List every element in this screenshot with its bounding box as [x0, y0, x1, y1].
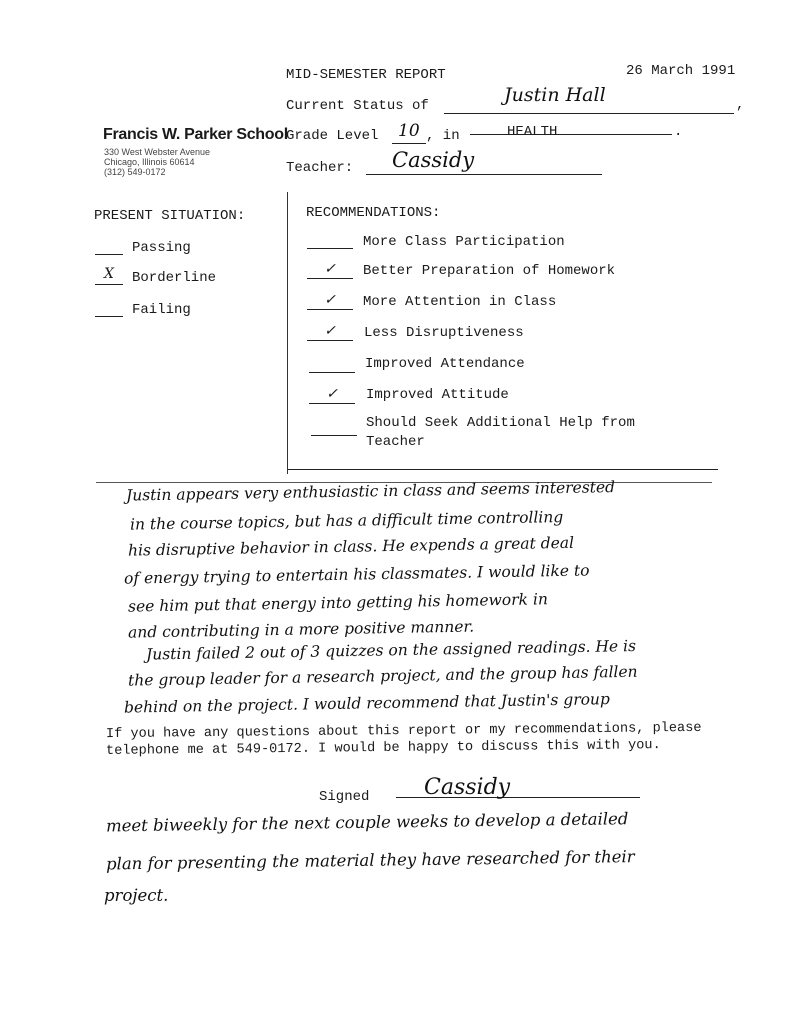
rec-attendance-blank: [309, 358, 355, 373]
comment-line: Justin failed 2 out of 3 quizzes on the assigned readings. He is: [145, 637, 637, 664]
rec-additional-help-label-2: Teacher: [366, 434, 425, 450]
passing-blank: [95, 240, 123, 255]
comment-line: see him put that energy into getting his homework in: [127, 590, 549, 616]
student-name-line: [444, 113, 734, 114]
teacher-signature: Cassidy: [392, 148, 475, 172]
subject-period: .: [674, 124, 683, 140]
signature: Cassidy: [424, 775, 511, 800]
comment-line: behind on the project. I would recommend that Justin's group: [123, 690, 611, 717]
recommendations-heading: RECOMMENDATIONS:: [306, 205, 441, 221]
questions-line-2: telephone me at 549-0172. I would be happy to discuss this with you.: [105, 738, 661, 759]
comment-continued-line: meet biweekly for the next couple weeks to develop a detailed: [105, 809, 629, 836]
school-address-line1: 330 West Webster Avenue: [104, 147, 211, 157]
school-name: Francis W. Parker School: [103, 126, 288, 143]
rec-participation-blank: [307, 234, 353, 249]
teacher-label: Teacher:: [286, 160, 354, 176]
grade-value: 10: [398, 121, 420, 141]
comment-continued-line: plan for presenting the material they have researched for their: [105, 847, 635, 874]
comment-continued-line: project.: [104, 886, 169, 905]
signed-label: Signed: [319, 789, 370, 805]
present-situation-heading: PRESENT SITUATION:: [94, 208, 246, 224]
failing-label: Failing: [132, 302, 191, 318]
recommendations-rule: [288, 469, 718, 470]
rec-disruptiveness-mark: ✓: [324, 323, 336, 339]
rec-disruptiveness-label: Less Disruptiveness: [364, 325, 524, 341]
rec-participation-label: More Class Participation: [363, 234, 565, 250]
comment-line: his disruptive behavior in class. He expends a great deal: [127, 533, 575, 560]
grade-line: [392, 143, 426, 144]
comment-line: in the course topics, but has a difficult time controlling: [129, 508, 564, 534]
status-comma: ,: [736, 97, 745, 113]
in-label: , in: [426, 128, 460, 144]
comment-line: Justin appears very enthusiastic in class and seems interested: [125, 478, 616, 505]
section-divider: [287, 192, 288, 474]
report-date: 26 March 1991: [626, 63, 736, 79]
rec-attention-mark: ✓: [324, 292, 336, 308]
rec-attendance-label: Improved Attendance: [365, 356, 525, 372]
passing-label: Passing: [132, 240, 191, 256]
borderline-mark: X: [104, 266, 114, 282]
teacher-line: [366, 174, 602, 175]
school-phone: (312) 549-0172: [104, 167, 166, 177]
rec-attention-label: More Attention in Class: [363, 294, 557, 310]
subject-value: HEALTH: [507, 124, 558, 140]
grade-level-label: Grade Level: [286, 128, 379, 144]
comment-line: and contributing in a more positive manner.: [127, 617, 475, 642]
rec-attitude-mark: ✓: [326, 386, 338, 402]
current-status-label: Current Status of: [286, 98, 429, 114]
rec-additional-help-blank: [311, 421, 357, 436]
rec-homework-label: Better Preparation of Homework: [363, 263, 616, 279]
student-name: Justin Hall: [504, 84, 606, 106]
report-title: MID-SEMESTER REPORT: [286, 67, 446, 83]
comment-line: the group leader for a research project, and the group has fallen: [127, 662, 638, 690]
questions-line-1: If you have any questions about this report or my recommendations, please: [105, 720, 702, 743]
borderline-label: Borderline: [132, 270, 217, 286]
comment-line: of energy trying to entertain his classmates. I would like to: [123, 561, 590, 588]
subject-line: [470, 134, 672, 135]
failing-blank: [95, 302, 123, 317]
rec-homework-mark: ✓: [324, 261, 336, 277]
rec-additional-help-label: Should Seek Additional Help from: [366, 415, 635, 431]
rec-attitude-label: Improved Attitude: [366, 387, 509, 403]
school-address-line2: Chicago, Illinois 60614: [104, 157, 195, 167]
